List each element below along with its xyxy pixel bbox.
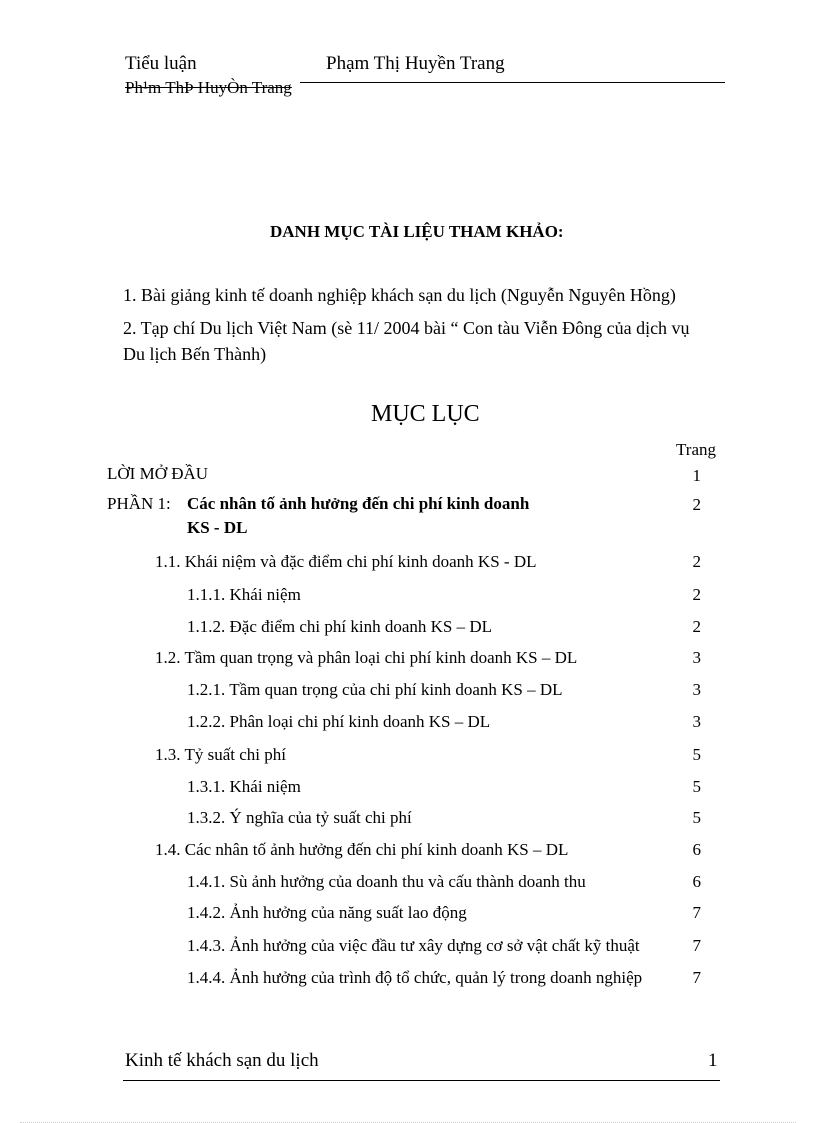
references-title: DANH MỤC TÀI LIỆU THAM KHẢO: bbox=[270, 222, 564, 241]
toc-entry-page: 7 bbox=[692, 903, 701, 922]
toc-entry-page: 7 bbox=[692, 968, 701, 987]
toc-entry: 1.1.2. Đặc điểm chi phí kinh doanh KS – DL bbox=[187, 617, 493, 636]
toc-entry: 1.4. Các nhân tố ảnh hưởng đến chi phí kinh doanh KS – DL bbox=[155, 840, 569, 859]
header-author: Phạm Thị Huyền Trang bbox=[326, 53, 505, 74]
toc-entry: 1.2.1. Tầm quan trọng của chi phí kinh doanh KS – DL bbox=[187, 680, 563, 699]
reference-item-2: 2. Tạp chí Du lịch Việt Nam (sè 11/ 2004 bài “ Con tàu Viễn Đông của dịch vụ bbox=[123, 318, 690, 338]
toc-entry-page: 2 bbox=[692, 617, 701, 636]
toc-entry: 1.3.2. Ý nghĩa của tỷ suất chi phí bbox=[187, 808, 412, 827]
toc-entry: 1.4.2. Ảnh hưởng của năng suất lao động bbox=[187, 903, 467, 922]
toc-intro: LỜI MỞ ĐẦU bbox=[107, 464, 209, 483]
header-rule bbox=[300, 82, 725, 83]
toc-entry-page: 7 bbox=[692, 936, 701, 955]
toc-title: MỤC LỤC bbox=[371, 401, 480, 427]
toc-part1-title: Các nhân tố ảnh hưởng đến chi phí kinh doanh bbox=[187, 494, 530, 513]
footer-title: Kinh tế khách sạn du lịch bbox=[125, 1050, 319, 1071]
toc-entry: 1.3. Tỷ suất chi phí bbox=[155, 745, 286, 764]
toc-intro-page: 1 bbox=[692, 466, 701, 485]
reference-item-1: 1. Bài giảng kinh tế doanh nghiệp khách sạn du lịch (Nguyễn Nguyên Hồng) bbox=[123, 285, 676, 305]
toc-part1-title-cont: KS - DL bbox=[187, 518, 248, 537]
footer-rule bbox=[123, 1080, 720, 1081]
toc-entry-page: 3 bbox=[692, 648, 701, 667]
toc-part1-prefix: PHẦN 1: bbox=[107, 494, 171, 513]
toc-entry: 1.3.1. Khái niệm bbox=[187, 777, 301, 796]
toc-page-header: Trang bbox=[676, 440, 716, 459]
toc-entry-page: 3 bbox=[692, 680, 701, 699]
toc-part1-page: 2 bbox=[692, 495, 701, 514]
toc-entry: 1.2. Tầm quan trọng và phân loại chi phí kinh doanh KS – DL bbox=[155, 648, 578, 667]
header-left: Tiểu luận bbox=[125, 53, 197, 74]
toc-entry: 1.1.1. Khái niệm bbox=[187, 585, 301, 604]
toc-entry: 1.4.4. Ảnh hưởng của trình độ tổ chức, quản lý trong doanh nghiệp bbox=[187, 968, 643, 987]
toc-entry-page: 3 bbox=[692, 712, 701, 731]
toc-entry-page: 2 bbox=[692, 585, 701, 604]
toc-entry-page: 6 bbox=[692, 872, 701, 891]
footer-page-number: 1 bbox=[708, 1050, 718, 1071]
toc-entry: 1.4.1. Sù ảnh hưởng của doanh thu và cấu thành doanh thu bbox=[187, 872, 586, 891]
toc-entry-page: 6 bbox=[692, 840, 701, 859]
toc-entry-page: 5 bbox=[692, 745, 701, 764]
toc-entry: 1.1. Khái niệm và đặc điểm chi phí kinh doanh KS - DL bbox=[155, 552, 537, 571]
toc-entry-page: 5 bbox=[692, 808, 701, 827]
reference-item-2-cont: Du lịch Bến Thành) bbox=[123, 344, 267, 364]
toc-entry: 1.2.2. Phân loại chi phí kinh doanh KS – DL bbox=[187, 712, 491, 731]
toc-entry: 1.4.3. Ảnh hưởng của việc đầu tư xây dựng cơ sở vật chất kỹ thuật bbox=[187, 936, 640, 955]
toc-entry-page: 2 bbox=[692, 552, 701, 571]
toc-entry-page: 5 bbox=[692, 777, 701, 796]
header-struck-name: Ph¹m ThÞ HuyÒn Trang bbox=[125, 78, 292, 97]
